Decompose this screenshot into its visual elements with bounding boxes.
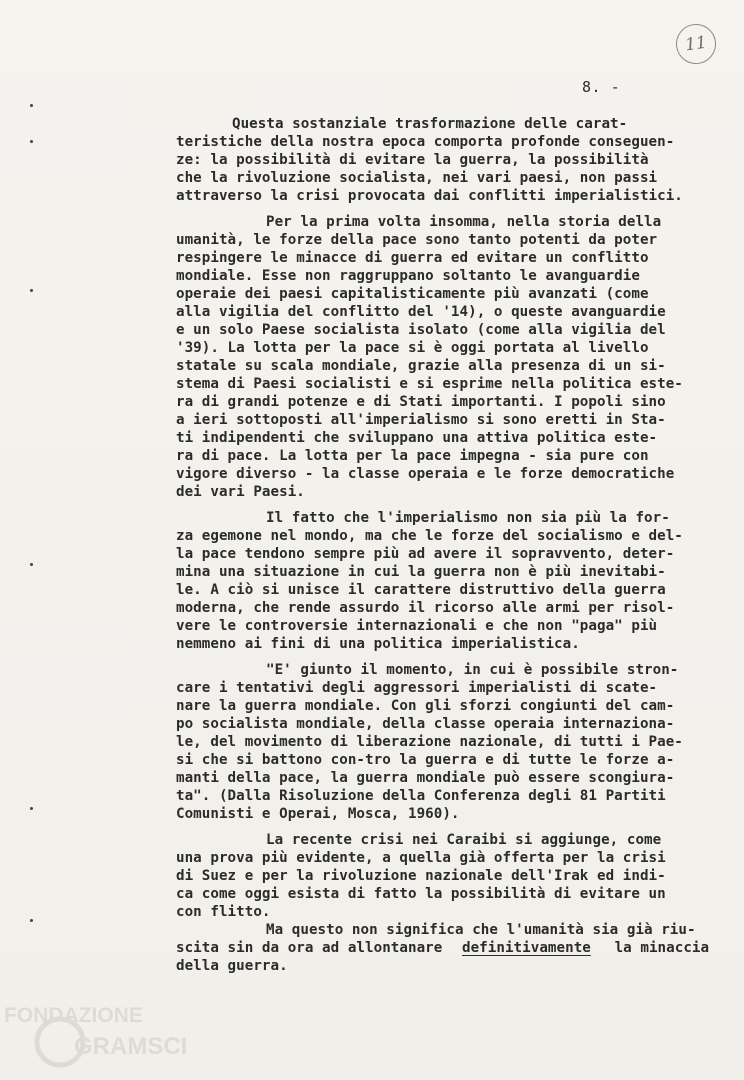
text-line: ze: la possibilità di evitare la guerra, la possibilità: [176, 152, 649, 168]
text-line: za egemone nel mondo, ma che le forze del socialismo e del-: [176, 528, 683, 544]
fondazione-gramsci-watermark: [4, 996, 194, 1076]
text-line: con flitto.: [176, 904, 271, 920]
text-line: stema di Paesi socialisti e si esprime nella politica este-: [176, 376, 683, 392]
text-line: Ma questo non significa che l'umanità sia già riu-: [266, 922, 696, 938]
text-line: vigore diverso - la classe operaia e le forze democratiche: [176, 466, 675, 482]
text-line: "E' giunto il momento, in cui è possibile stron-: [266, 662, 679, 678]
text-line: ti indipendenti che sviluppano una attiva politica este-: [176, 430, 658, 446]
text-line: nemmeno ai fini di una politica imperialistica.: [176, 636, 580, 652]
page-number: 8. -: [582, 78, 621, 96]
text-line: le. A ciò si unisce il carattere distruttivo della guerra: [176, 582, 666, 598]
text-line: la minaccia: [606, 940, 710, 956]
text-line: mondiale. Esse non raggruppano soltanto le avanguardie: [176, 268, 640, 284]
text-line: le, del movimento di liberazione nazionale, di tutti i Pae-: [176, 734, 683, 750]
text-line: ta". (Dalla Risoluzione della Conferenza degli 81 Partiti: [176, 788, 666, 804]
text-line: ca come oggi esista di fatto la possibilità di evitare un: [176, 886, 666, 902]
text-line: Questa sostanziale trasformazione delle carat-: [232, 116, 628, 132]
text-line: ra di pace. La lotta per la pace impegna - sia pure con: [176, 448, 649, 464]
text-line: teristiche della nostra epoca comporta profonde conseguen-: [176, 134, 675, 150]
text-line: moderna, che rende assurdo il ricorso alle armi per risol-: [176, 600, 675, 616]
text-line: una prova più evidente, a quella già offerta per la crisi: [176, 850, 666, 866]
page-stamp: 11: [673, 21, 718, 66]
text-line: della guerra.: [176, 958, 288, 974]
margin-mark: [30, 140, 33, 143]
text-line: dei vari Paesi.: [176, 484, 305, 500]
text-line: nare la guerra mondiale. Con gli sforzi congiunti del cam-: [176, 698, 675, 714]
margin-mark: [30, 807, 33, 810]
text-line: respingere le minacce di guerra ed evitare un conflitto: [176, 250, 649, 266]
text-line: umanità, le forze della pace sono tanto potenti da poter: [176, 232, 658, 248]
text-line: scita sin da ora ad allontanare: [176, 940, 451, 956]
text-line: manti della pace, la guerra mondiale può essere scongiura-: [176, 770, 675, 786]
text-line: e un solo Paese socialista isolato (come alla vigilia del: [176, 322, 666, 338]
text-line: la pace tendono sempre più ad avere il sopravvento, deter-: [176, 546, 675, 562]
text-line: alla vigilia del conflitto del '14), o queste avanguardie: [176, 304, 666, 320]
text-line: po socialista mondiale, della classe operaia internaziona-: [176, 716, 675, 732]
text-line: '39). La lotta per la pace si è oggi portata al livello: [176, 340, 649, 356]
text-line: care i tentativi degli aggressori imperialisti di scate-: [176, 680, 658, 696]
text-line: Il fatto che l'imperialismo non sia più la for-: [266, 510, 670, 526]
text-line: vere le controversie internazionali e che non "paga" più: [176, 618, 658, 634]
text-line: a ieri sottoposti all'imperialismo si sono eretti in Sta-: [176, 412, 666, 428]
text-line: operaie dei paesi capitalisticamente più avanzati (come: [176, 286, 649, 302]
text-line: si che si battono con-tro la guerra e di tutte le forze a-: [176, 752, 675, 768]
watermark-line-2: GRAMSCI: [74, 1033, 188, 1060]
underlined-word: definitivamente: [462, 940, 591, 956]
margin-mark: [30, 104, 33, 107]
text-line: attraverso la crisi provocata dai conflitti imperialistici.: [176, 188, 683, 204]
text-line: Per la prima volta insomma, nella storia della: [266, 214, 662, 230]
text-line: ra di grandi potenze e di Stati importanti. I popoli sino: [176, 394, 666, 410]
text-line: Comunisti e Operai, Mosca, 1960).: [176, 806, 460, 822]
text-line: mina una situazione in cui la guerra non è più inevitabi-: [176, 564, 666, 580]
text-line: La recente crisi nei Caraibi si aggiunge, come: [266, 832, 662, 848]
watermark-line-1: FONDAZIONE: [4, 1004, 143, 1027]
text-line: di Suez e per la rivoluzione nazionale dell'Irak ed indi-: [176, 868, 666, 884]
margin-mark: [30, 563, 33, 566]
text-line: che la rivoluzione socialista, nei vari paesi, non passi: [176, 170, 658, 186]
margin-mark: [30, 919, 33, 922]
margin-mark: [30, 289, 33, 292]
text-line: statale su scala mondiale, grazie alla presenza di un si-: [176, 358, 666, 374]
